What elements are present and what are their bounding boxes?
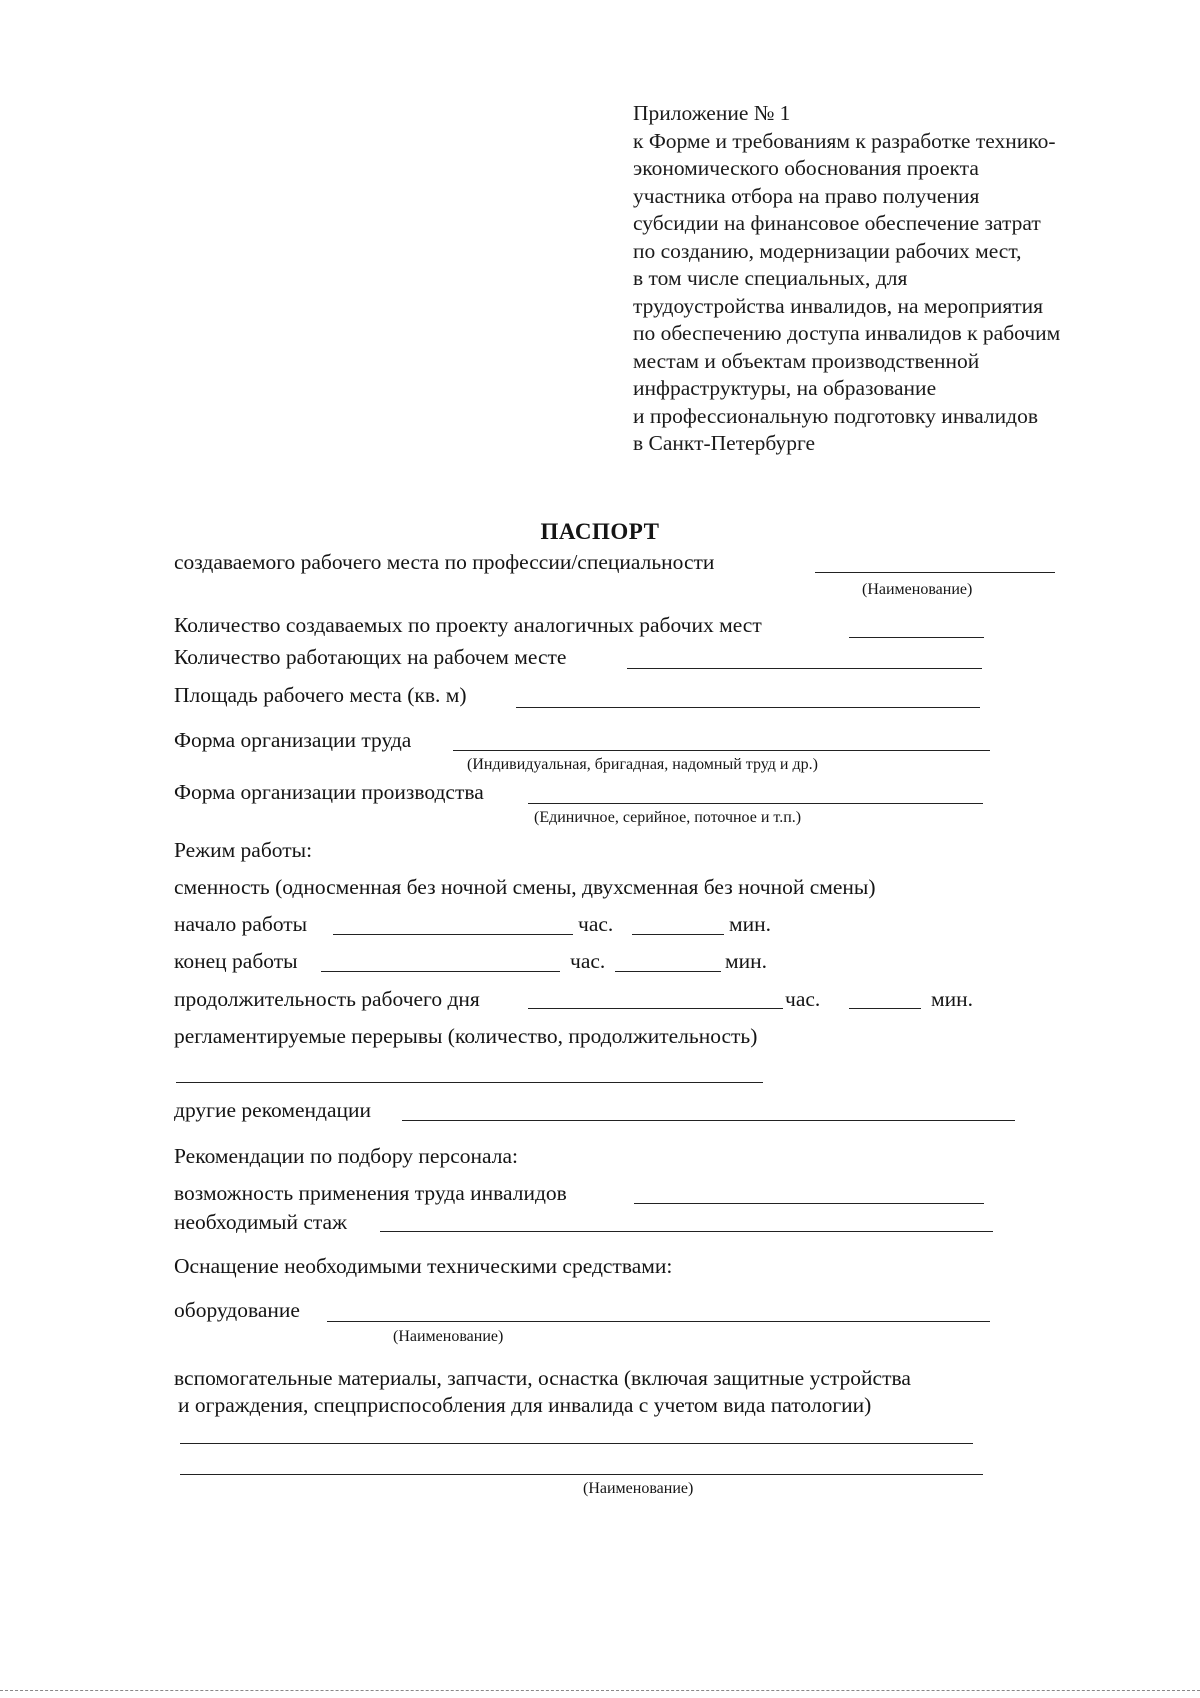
- appendix-line: трудоустройства инвалидов, на мероприятия: [633, 293, 1044, 318]
- appendix-header: [633, 100, 1173, 458]
- breaks-blank[interactable]: [176, 1082, 763, 1083]
- materials-label-line-2: и ограждения, спецприспособления для инвалида с учетом вида патологии): [178, 1393, 872, 1417]
- start-hour-blank[interactable]: [333, 934, 573, 935]
- start-label: начало работы: [174, 912, 308, 936]
- end-minute-blank[interactable]: [615, 971, 721, 972]
- duration-minute-blank[interactable]: [849, 1008, 921, 1009]
- staff-heading: Рекомендации по подбору персонала:: [174, 1144, 518, 1168]
- duration-minute-unit: мин.: [931, 987, 973, 1011]
- area-blank[interactable]: [516, 707, 980, 708]
- experience-blank[interactable]: [380, 1231, 993, 1232]
- materials-caption: (Наименование): [583, 1480, 694, 1497]
- start-minute-blank[interactable]: [632, 934, 724, 935]
- appendix-line: в Санкт-Петербурге: [633, 431, 816, 455]
- labor-form-caption: (Индивидуальная, бригадная, надомный труд и др.): [467, 756, 818, 773]
- other-label: другие рекомендации: [174, 1098, 372, 1122]
- appendix-line: местам и объектам производственной: [633, 348, 980, 373]
- profession-blank[interactable]: [815, 572, 1055, 573]
- end-hour-blank[interactable]: [321, 971, 560, 972]
- production-form-caption: (Единичное, серийное, поточное и т.п.): [534, 809, 802, 826]
- equipment-caption: (Наименование): [393, 1328, 504, 1345]
- duration-hour-blank[interactable]: [528, 1008, 783, 1009]
- similar-count-label: Количество создаваемых по проекту аналогичных рабочих мест: [174, 613, 762, 637]
- experience-label: необходимый стаж: [174, 1210, 347, 1234]
- appendix-line: в том числе специальных, для: [633, 266, 908, 290]
- appendix-line: к Форме и требованиям к разработке технико-: [633, 128, 1056, 153]
- appendix-line: участника отбора на право получения: [633, 183, 980, 208]
- labor-form-label: Форма организации труда: [174, 728, 412, 752]
- end-hour-unit: час.: [570, 949, 606, 973]
- materials-blank-2[interactable]: [180, 1474, 983, 1475]
- appendix-line: и профессиональную подготовку инвалидов: [633, 403, 1038, 428]
- disabled-labor-blank[interactable]: [634, 1203, 984, 1204]
- appendix-line: Приложение № 1: [633, 101, 791, 125]
- labor-form-blank[interactable]: [453, 750, 990, 751]
- appendix-line: субсидии на финансовое обеспечение затрат: [633, 211, 1041, 235]
- document-title: ПАСПОРТ: [540, 519, 660, 544]
- appendix-line: по обеспечению доступа инвалидов к рабочим: [633, 321, 1061, 345]
- workers-count-label: Количество работающих на рабочем месте: [174, 645, 567, 669]
- equipment-heading: Оснащение необходимыми техническими средствами:: [174, 1254, 673, 1278]
- appendix-line: экономического обоснования проекта: [633, 156, 979, 180]
- production-form-blank[interactable]: [528, 803, 983, 804]
- profession-caption: (Наименование): [862, 581, 973, 598]
- equipment-blank[interactable]: [327, 1321, 990, 1322]
- start-minute-unit: мин.: [729, 912, 771, 936]
- breaks-label: регламентируемые перерывы (количество, продолжительность): [174, 1024, 758, 1048]
- appendix-line: инфраструктуры, на образование: [633, 376, 937, 400]
- start-hour-unit: час.: [578, 912, 614, 936]
- work-mode-heading: Режим работы:: [174, 838, 313, 862]
- materials-blank-1[interactable]: [180, 1443, 973, 1444]
- materials-label-line-1: вспомогательные материалы, запчасти, оснастка (включая защитные устройства: [174, 1366, 911, 1390]
- duration-hour-unit: час.: [785, 987, 821, 1011]
- area-label: Площадь рабочего места (кв. м): [174, 683, 467, 707]
- appendix-line: по созданию, модернизации рабочих мест,: [633, 238, 1022, 263]
- scan-edge-rule: [0, 1690, 1200, 1691]
- similar-count-blank[interactable]: [849, 637, 984, 638]
- equipment-label: оборудование: [174, 1298, 300, 1322]
- end-label: конец работы: [174, 949, 298, 973]
- shifts-label: сменность (односменная без ночной смены, двухсменная без ночной смены): [174, 875, 876, 899]
- profession-label: создаваемого рабочего места по профессии/специальности: [174, 550, 715, 574]
- production-form-label: Форма организации производства: [174, 780, 484, 804]
- disabled-labor-label: возможность применения труда инвалидов: [174, 1181, 567, 1205]
- end-minute-unit: мин.: [725, 949, 767, 973]
- workers-count-blank[interactable]: [627, 668, 982, 669]
- other-blank[interactable]: [402, 1120, 1015, 1121]
- duration-label: продолжительность рабочего дня: [174, 987, 480, 1011]
